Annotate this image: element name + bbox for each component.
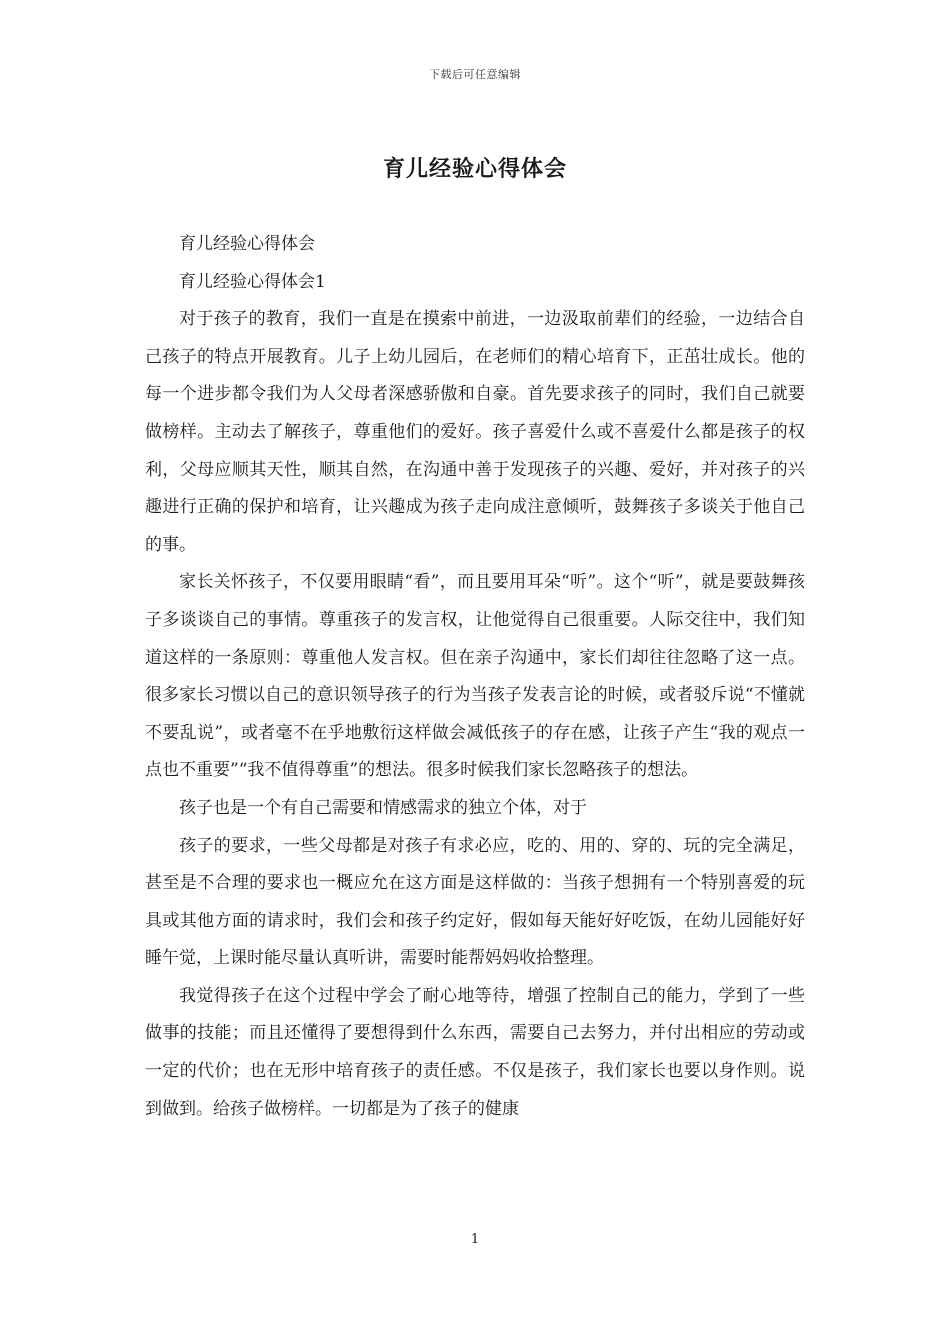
- paragraph: 家长关怀孩子，不仅要用眼睛“看”，而且要用耳朵“听”。这个“听”，就是要鼓舞孩子多谈谈自己的事情。尊重孩子的发言权，让他觉得自己很重要。人际交往中，我们知道这样的一条原则：尊重他人发言权。但在亲子沟通中，家长们却往往忽略了这一点。很多家长习惯以自己的意识领导孩子的行为当孩子发表言论的时候，或者驳斥说“不懂就不要乱说”，或者毫不在乎地敷衍这样做会减低孩子的存在感，让孩子产生“我的观点一点也不重要”“我不值得尊重”的想法。很多时候我们家长忽略孩子的想法。: [145, 572, 805, 781]
- document-body: [145, 226, 805, 1128]
- paragraph-subtitle: 育儿经验心得体会: [179, 234, 315, 254]
- paragraph: 我觉得孩子在这个过程中学会了耐心地等待，增强了控制自己的能力，学到了一些做事的技能；而且还懂得了要想得到什么东西，需要自己去努力，并付出相应的劳动或一定的代价；也在无形中培育孩子的责任感。不仅是孩子，我们家长也要以身作则。说到做到。给孩子做榜样。一切都是为了孩子的健康: [145, 985, 805, 1119]
- paragraph: 孩子也是一个有自己需要和情感需求的独立个体，对于: [179, 797, 587, 818]
- document-title: 育儿经验心得体会: [382, 156, 567, 182]
- paragraph: 对于孩子的教育，我们一直是在摸索中前进，一边汲取前辈们的经验，一边结合自己孩子的特点开展教育。儿子上幼儿园后，在老师们的精心培育下，正茁壮成长。他的每一个进步都令我们为人父母者深感骄傲和自豪。首先要求孩子的同时，我们自己就要做榜样。主动去了解孩子，尊重他们的爱好。孩子喜爱什么或不喜爱什么都是孩子的权利，父母应顺其天性，顺其自然，在沟通中善于发现孩子的兴趣、爱好，并对孩子的兴趣进行正确的保护和培育，让兴趣成为孩子走向成注意倾听，鼓舞孩子多谈关于他自己的事。: [145, 309, 805, 555]
- paragraph: 孩子的要求，一些父母都是对孩子有求必应，吃的、用的、穿的、玩的完全满足，甚至是不合理的要求也一概应允在这方面是这样做的：当孩子想拥有一个特别喜爱的玩具或其他方面的请求时，我们会和孩子约定好，假如每天能好好吃饭，在幼儿园能好好睡午觉，上课时能尽量认真听讲，需要时能帮妈妈收拾整理。: [145, 835, 805, 969]
- page-number: 1: [470, 1232, 480, 1247]
- header-note: 下载后可任意编辑: [429, 68, 521, 81]
- paragraph-section-heading: 育儿经验心得体会1: [179, 271, 326, 292]
